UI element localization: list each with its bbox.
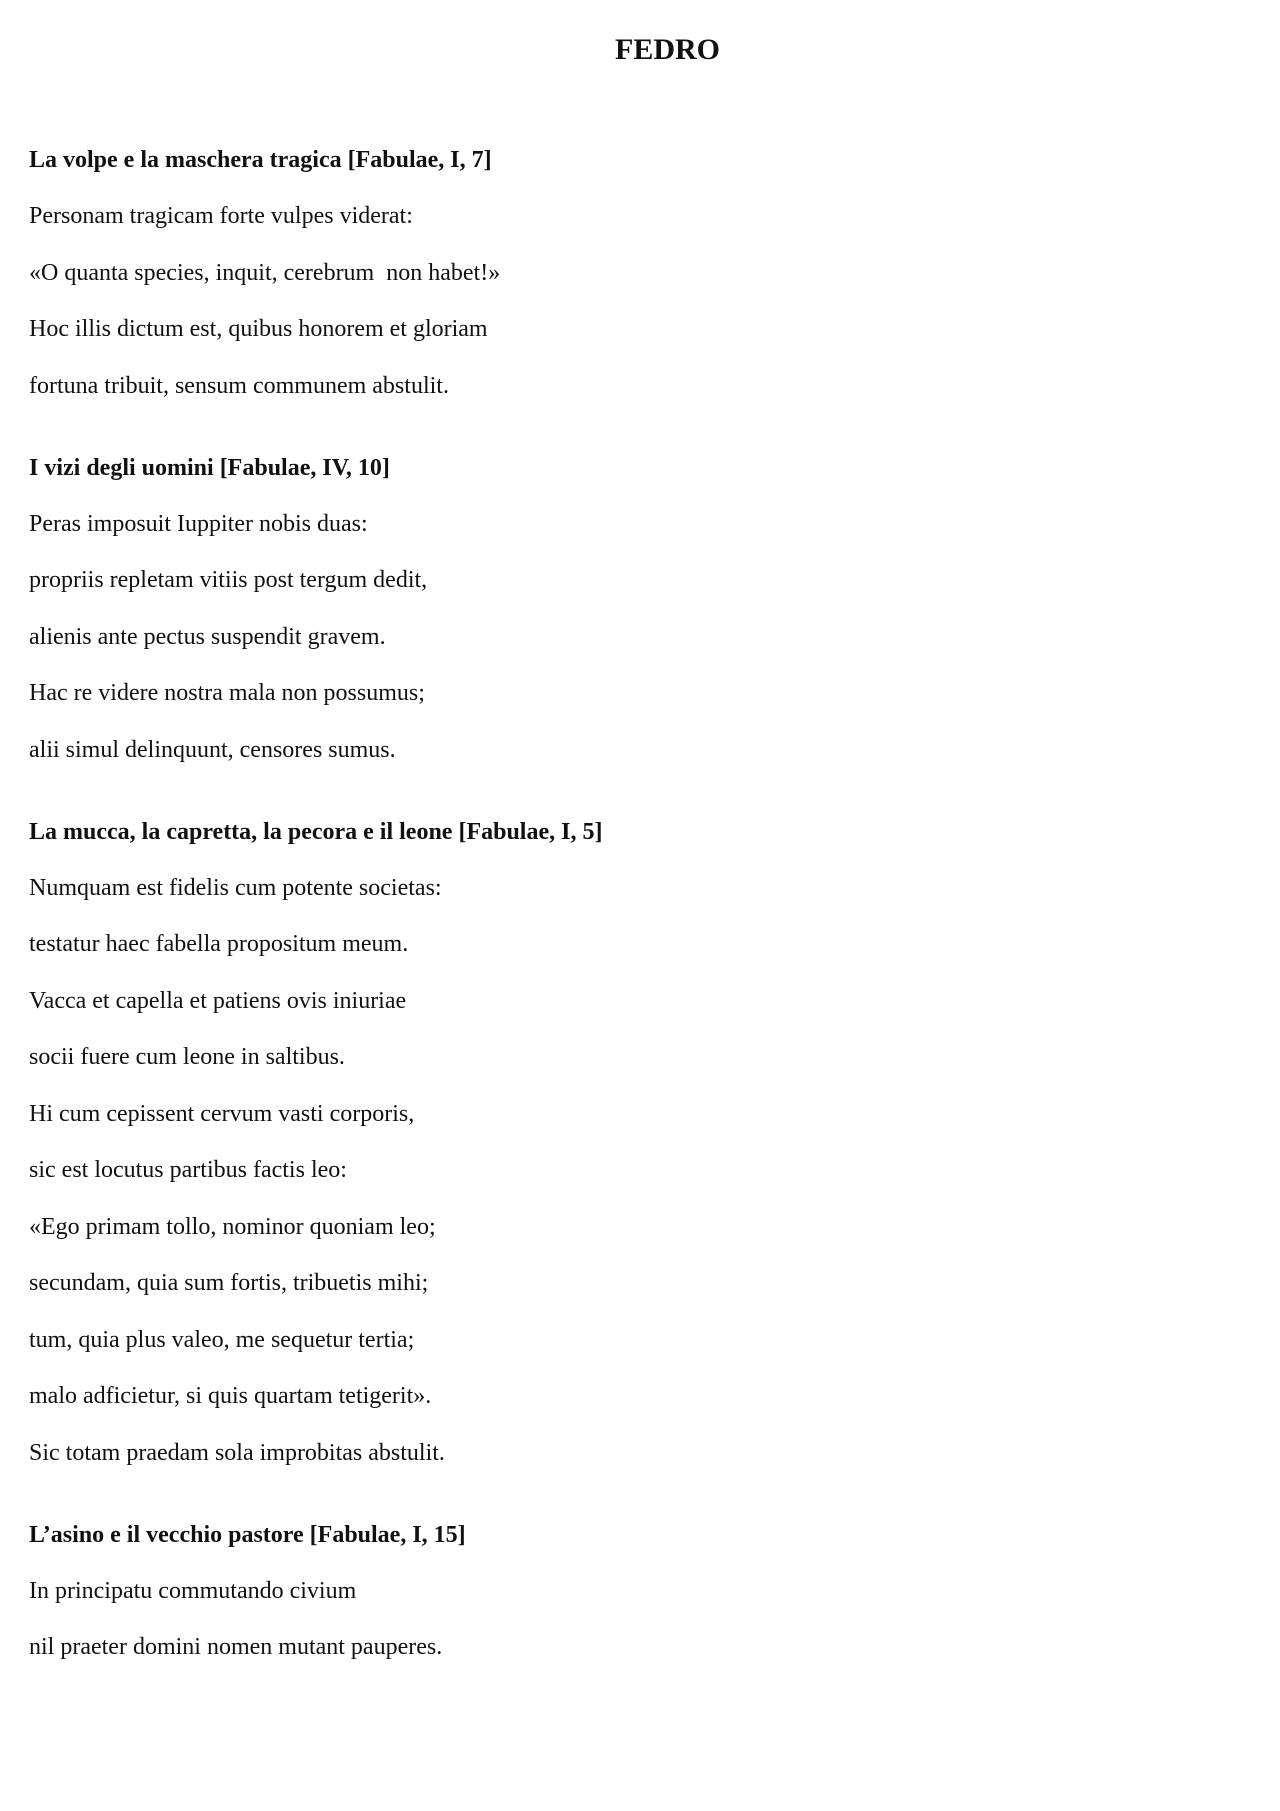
verse-line: Hac re videre nostra mala non possumus; xyxy=(29,680,425,706)
verse-line: Hi cum cepissent cervum vasti corporis, xyxy=(29,1100,415,1127)
verse-line: Hoc illis dictum est, quibus honorem et gloriam xyxy=(29,316,488,342)
fable-mucca-leone xyxy=(29,817,1229,1468)
verse-line: tum, quia plus valeo, me sequetur tertia; xyxy=(29,1326,415,1353)
verse-line: In principatu commutando civium xyxy=(29,1577,357,1604)
verse-line: sic est locutus partibus factis leo: xyxy=(29,1157,347,1183)
verse-line: testatur haec fabella propositum meum. xyxy=(29,931,409,957)
verse-line: «Ego primam tollo, nominor quoniam leo; xyxy=(29,1213,436,1240)
verse-line: alii simul delinquunt, censores sumus. xyxy=(29,736,396,763)
verse-line: Peras imposuit Iuppiter nobis duas: xyxy=(29,510,368,537)
verse-line: propriis repletam vitiis post tergum dedit, xyxy=(29,567,428,593)
verse-line: socii fuere cum leone in saltibus. xyxy=(29,1044,345,1070)
fable-heading: I vizi degli uomini [Fabulae, IV, 10] xyxy=(29,454,390,481)
fable-vizi-uomini xyxy=(29,453,1229,765)
verse-line: alienis ante pectus suspendit gravem. xyxy=(29,623,386,650)
verse-line: nil praeter domini nomen mutant pauperes. xyxy=(29,1634,443,1660)
verse-line: malo adficietur, si quis quartam tetigerit». xyxy=(29,1383,432,1409)
fable-heading: L’asino e il vecchio pastore [Fabulae, I, 15] xyxy=(29,1521,466,1548)
fable-asino-pastore xyxy=(29,1520,1229,1663)
fable-heading: La mucca, la capretta, la pecora e il leone [Fabulae, I, 5] xyxy=(29,818,603,845)
verse-line: fortuna tribuit, sensum communem abstulit. xyxy=(29,372,449,399)
verse-line: Sic totam praedam sola improbitas abstulit. xyxy=(29,1439,445,1466)
verse-line: Personam tragicam forte vulpes viderat: xyxy=(29,203,413,229)
page-title: FEDRO xyxy=(615,33,720,66)
verse-line: «O quanta species, inquit, cerebrum non habet!» xyxy=(29,259,501,286)
document-body xyxy=(29,145,1229,1714)
verse-line: Numquam est fidelis cum potente societas: xyxy=(29,874,442,901)
verse-line: Vacca et capella et patiens ovis iniuriae xyxy=(29,987,407,1014)
fable-volpe-maschera xyxy=(29,145,1229,401)
fable-heading: La volpe e la maschera tragica [Fabulae, I, 7] xyxy=(29,147,492,173)
verse-line: secundam, quia sum fortis, tribuetis mihi; xyxy=(29,1270,429,1296)
